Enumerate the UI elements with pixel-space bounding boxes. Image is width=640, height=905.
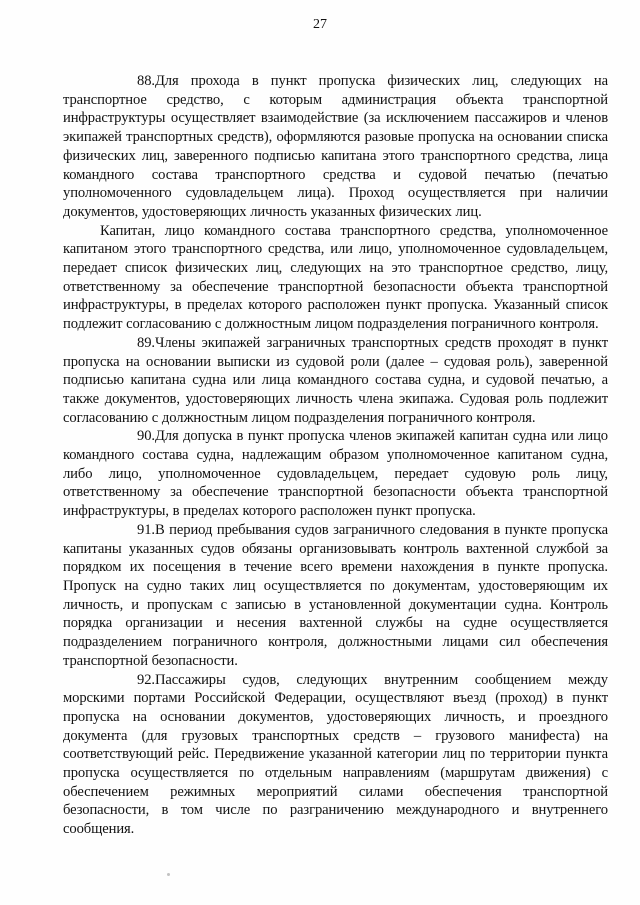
paragraph-89 <box>63 334 608 428</box>
paragraph-number: 89. <box>137 334 155 351</box>
paragraph-text: В период пребывания судов заграничного следования в пункте пропуска капитаны указанных судов обязаны организовывать контроль вахтенной службой за порядком их посещения в течение всего времени нахождения в пункте пропуска. Пропуск на судно таких лиц осуществляется по документам, удостоверяющим их личность, и пропускам с записью в установленной документации судна. Контроль порядка организации и несения вахтенной службы на судне осуществляется подразделением пограничного контроля, должностными лицами сил обеспечения транспортной безопасности. <box>63 521 608 669</box>
paragraph-88-continuation <box>63 222 608 334</box>
paragraph-text: Для прохода в пункт пропуска физических лиц, следующих на транспортное средство, с которым администрация объекта транспортной инфраструктуры осуществляет взаимодействие (за исключением пассажиров и членов экипажей транспортных средств), оформляются разовые пропуска на основании списка физических лиц, заверенного подписью капитана этого транспортного средства, лица командного состава транспортного средства и судовой печатью (печатью уполномоченного судовладельцем лица). Проход осуществляется при наличии документов, удостоверяющих личность указанных физических лиц. <box>63 73 608 220</box>
paragraph-text: Для допуска в пункт пропуска членов экипажей капитан судна или лицо командного состава судна, надлежащим образом уполномоченное капитаном судна, либо лицо, уполномоченное судовладельцем, передает судовую роль лицу, ответственному за обеспечение транспортной безопасности объекта транспортной инфраструктуры, в пределах которого расположен пункт пропуска. <box>63 428 608 520</box>
paragraph-91 <box>63 521 608 671</box>
paragraph-88 <box>63 72 608 222</box>
paragraph-number: 90. <box>137 428 155 445</box>
paragraph-number: 92. <box>137 671 155 688</box>
paragraph-90 <box>63 427 608 521</box>
paragraph-text: Пассажиры судов, следующих внутренним сообщением между морскими портами Российской Федерации, осуществляют въезд (проход) в пункт пропуска на основании документов, удостоверяющих личность, и проездного документа (для грузовых транспортных средств – грузового манифеста) на соответствующий рейс. Передвижение указанной категории лиц по территории пункта пропуска осуществляется по отдельным направлениям (маршрутам движения) с обеспечением режимных мероприятий силами обеспечения транспортной безопасности, в том числе по разграничению международного и внутреннего сообщения. <box>63 671 608 838</box>
paragraph-text: Члены экипажей заграничных транспортных средств проходят в пункт пропуска на основании выписки из судовой роли (далее – судовая роль), заверенной подписью капитана судна или лица командного состава судна, и судовой печатью, а также документов, удостоверяющих личность члена экипажа. Судовая роль подлежит согласованию с должностным лицом подразделения пограничного контроля. <box>63 334 608 426</box>
scan-speck <box>167 873 170 876</box>
paragraph-text: Капитан, лицо командного состава транспортного средства, уполномоченное капитаном этого транспортного средства, или лицо, уполномоченное судовладельцем, передает список физических лиц, следующих на это транспортное средство, лицу, ответственному за обеспечение транспортной безопасности объекта транспортной инфраструктуры, в пределах которого расположен пункт пропуска. Указанный список подлежит согласованию с должностным лицом подразделения пограничного контроля. <box>63 222 608 333</box>
page-number: 27 <box>313 17 327 32</box>
paragraph-92 <box>63 671 608 839</box>
paragraph-number: 88. <box>137 73 155 89</box>
document-body <box>63 72 608 839</box>
paragraph-number: 91. <box>137 521 155 538</box>
